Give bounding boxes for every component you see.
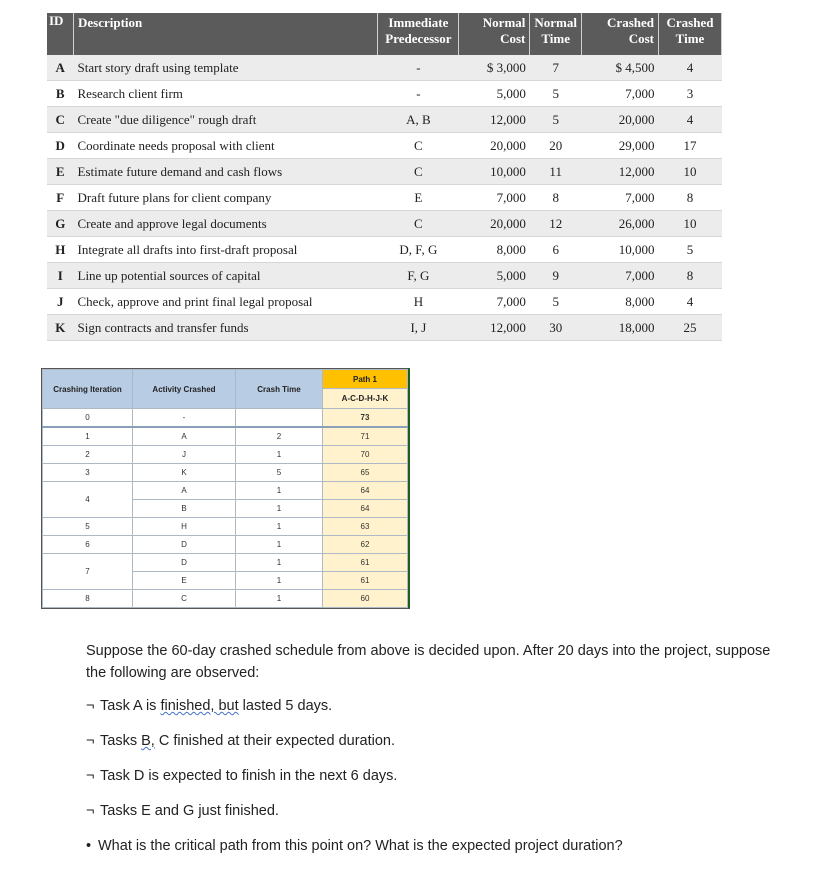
activities-header-row <box>47 13 722 55</box>
activity-id-cell: A <box>47 55 74 81</box>
header-crashed-time-line1: Crashed <box>666 15 714 30</box>
activity-normal-cost-cell: 12,000 <box>459 315 530 341</box>
activity-crashed-time-cell: 10 <box>659 159 722 185</box>
activity-normal-cost-cell: 8,000 <box>459 237 530 263</box>
activity-crashed-cell: A <box>133 482 236 500</box>
activity-predecessor-cell: I, J <box>378 315 459 341</box>
activity-crashed-cost-cell: 10,000 <box>582 237 659 263</box>
activity-row <box>47 237 722 263</box>
activity-normal-time-cell: 6 <box>530 237 582 263</box>
activity-description-cell: Estimate future demand and cash flows <box>74 159 378 185</box>
activity-normal-time-cell: 5 <box>530 289 582 315</box>
activity-description-cell: Sign contracts and transfer funds <box>74 315 378 341</box>
activity-id-cell: H <box>47 237 74 263</box>
activity-crashed-cost-cell: 12,000 <box>582 159 659 185</box>
activity-predecessor-cell: - <box>378 55 459 81</box>
crash-time-cell: 5 <box>236 464 323 482</box>
activity-row <box>47 107 722 133</box>
activity-normal-time-cell: 5 <box>530 81 582 107</box>
path-total-cell: 62 <box>323 536 408 554</box>
activity-row <box>47 55 722 81</box>
crash-time-cell: 1 <box>236 446 323 464</box>
activity-id-cell: E <box>47 159 74 185</box>
activity-normal-cost-cell: 12,000 <box>459 107 530 133</box>
crash-time-cell: 1 <box>236 518 323 536</box>
path-total-cell: 63 <box>323 518 408 536</box>
activity-predecessor-cell: H <box>378 289 459 315</box>
activity-row <box>47 315 722 341</box>
activity-id-cell: B <box>47 81 74 107</box>
activity-predecessor-cell: D, F, G <box>378 237 459 263</box>
iteration-cell: 4 <box>43 482 133 518</box>
path-total-cell: 71 <box>323 427 408 446</box>
header-normal-time-line2: Time <box>541 31 571 46</box>
iteration-cell: 6 <box>43 536 133 554</box>
activity-crashed-cost-cell: 7,000 <box>582 263 659 289</box>
header-path-name: A-C-D-H-J-K <box>323 389 408 409</box>
activity-crashed-time-cell: 5 <box>659 237 722 263</box>
crash-time-cell: 1 <box>236 500 323 518</box>
activity-crashed-time-cell: 8 <box>659 185 722 211</box>
activity-normal-time-cell: 7 <box>530 55 582 81</box>
activity-crashed-cell: K <box>133 464 236 482</box>
crash-time-cell: 1 <box>236 482 323 500</box>
activity-crashed-cost-cell: 8,000 <box>582 289 659 315</box>
path-total-cell: 60 <box>323 590 408 608</box>
observation-3 <box>86 767 786 802</box>
header-crash-time: Crash Time <box>236 370 323 409</box>
observation-2-post: C finished at their expected duration. <box>154 733 395 749</box>
activity-crashed-cell: D <box>133 536 236 554</box>
activity-crashed-cell: B <box>133 500 236 518</box>
activity-predecessor-cell: F, G <box>378 263 459 289</box>
activity-crashed-cell: - <box>133 409 236 428</box>
header-crashed-cost-line1: Crashed <box>607 15 654 30</box>
header-predecessor-line1: Immediate <box>388 15 449 30</box>
crash-time-cell: 1 <box>236 590 323 608</box>
header-crashed-cost <box>582 13 659 55</box>
crashing-row <box>43 427 408 446</box>
activity-description-cell: Create "due diligence" rough draft <box>74 107 378 133</box>
header-normal-cost <box>459 13 530 55</box>
activity-normal-cost-cell: 20,000 <box>459 133 530 159</box>
activity-predecessor-cell: E <box>378 185 459 211</box>
activity-normal-cost-cell: 10,000 <box>459 159 530 185</box>
activity-row <box>47 133 722 159</box>
header-normal-cost-line1: Normal <box>482 15 526 30</box>
observation-1-underlined: finished, but <box>160 698 239 714</box>
activity-crashed-time-cell: 3 <box>659 81 722 107</box>
question-line <box>86 837 786 872</box>
activities-table <box>47 13 722 341</box>
path-total-cell: 64 <box>323 500 408 518</box>
activity-id-cell: K <box>47 315 74 341</box>
activity-predecessor-cell: C <box>378 159 459 185</box>
header-path-1: Path 1 <box>323 370 408 389</box>
activity-crashed-cell: A <box>133 427 236 446</box>
path-total-cell: 70 <box>323 446 408 464</box>
activity-normal-time-cell: 20 <box>530 133 582 159</box>
header-predecessor <box>378 13 459 55</box>
activities-table-body <box>47 55 722 341</box>
activity-description-cell: Check, approve and print final legal proposal <box>74 289 378 315</box>
header-crashing-iteration: Crashing Iteration <box>43 370 133 409</box>
activity-crashed-cost-cell: 18,000 <box>582 315 659 341</box>
activity-id-cell: D <box>47 133 74 159</box>
activity-crashed-time-cell: 4 <box>659 107 722 133</box>
activity-description-cell: Integrate all drafts into first-draft proposal <box>74 237 378 263</box>
activity-id-cell: G <box>47 211 74 237</box>
crash-time-cell <box>236 409 323 428</box>
activity-description-cell: Research client firm <box>74 81 378 107</box>
activity-id-cell: I <box>47 263 74 289</box>
bullet-mark: ¬ <box>86 733 95 749</box>
observation-1-pre: Task A is <box>100 698 161 714</box>
activity-crashed-cell: D <box>133 554 236 572</box>
observation-1 <box>86 697 786 732</box>
observation-4-text: Tasks E and G just finished. <box>100 803 279 819</box>
activity-crashed-cost-cell: 26,000 <box>582 211 659 237</box>
activity-crashed-cost-cell: 20,000 <box>582 107 659 133</box>
header-crashed-time <box>659 13 722 55</box>
activity-normal-cost-cell: 7,000 <box>459 289 530 315</box>
bullet-mark: ¬ <box>86 803 95 819</box>
question-text: What is the critical path from this point on? What is the expected project duration? <box>98 838 623 854</box>
activity-description-cell: Draft future plans for client company <box>74 185 378 211</box>
bullet-dot-icon: • <box>86 838 92 854</box>
observation-2-underlined: B, <box>141 733 155 749</box>
crashing-row <box>43 409 408 428</box>
crashing-row <box>43 590 408 608</box>
crashing-row <box>43 446 408 464</box>
path-total-cell: 73 <box>323 409 408 428</box>
activity-row <box>47 289 722 315</box>
activity-id-cell: J <box>47 289 74 315</box>
header-predecessor-line2: Predecessor <box>385 31 452 46</box>
crashing-row <box>43 554 408 572</box>
header-id: ID <box>47 13 74 55</box>
header-crashed-time-line2: Time <box>675 31 705 46</box>
activity-crashed-cell: C <box>133 590 236 608</box>
activity-crashed-cell: H <box>133 518 236 536</box>
activity-crashed-cost-cell: 7,000 <box>582 185 659 211</box>
activity-description-cell: Start story draft using template <box>74 55 378 81</box>
crashing-table-body <box>43 409 408 608</box>
header-normal-cost-line2: Cost <box>500 31 526 46</box>
crashing-row <box>43 536 408 554</box>
activity-crashed-cell: E <box>133 572 236 590</box>
iteration-cell: 0 <box>43 409 133 428</box>
activity-predecessor-cell: A, B <box>378 107 459 133</box>
crashing-row <box>43 464 408 482</box>
crashing-table <box>42 369 408 608</box>
activity-row <box>47 211 722 237</box>
activity-normal-cost-cell: 5,000 <box>459 81 530 107</box>
header-normal-time <box>530 13 582 55</box>
activity-row <box>47 159 722 185</box>
activity-description-cell: Line up potential sources of capital <box>74 263 378 289</box>
path-total-cell: 61 <box>323 572 408 590</box>
activity-normal-time-cell: 30 <box>530 315 582 341</box>
iteration-cell: 8 <box>43 590 133 608</box>
activity-row <box>47 263 722 289</box>
activity-description-cell: Coordinate needs proposal with client <box>74 133 378 159</box>
observation-1-post: lasted 5 days. <box>238 698 333 714</box>
activity-crashed-cell: J <box>133 446 236 464</box>
iteration-cell: 1 <box>43 427 133 446</box>
observation-2 <box>86 732 786 767</box>
activity-normal-time-cell: 12 <box>530 211 582 237</box>
iteration-cell: 3 <box>43 464 133 482</box>
activity-crashed-cost-cell: $ 4,500 <box>582 55 659 81</box>
path-total-cell: 65 <box>323 464 408 482</box>
activity-normal-cost-cell: 5,000 <box>459 263 530 289</box>
iteration-cell: 5 <box>43 518 133 536</box>
activity-crashed-time-cell: 17 <box>659 133 722 159</box>
crash-time-cell: 1 <box>236 572 323 590</box>
activity-normal-cost-cell: 7,000 <box>459 185 530 211</box>
activity-description-cell: Create and approve legal documents <box>74 211 378 237</box>
activity-crashed-time-cell: 25 <box>659 315 722 341</box>
bullet-mark: ¬ <box>86 698 95 714</box>
activity-predecessor-cell: C <box>378 133 459 159</box>
activity-normal-time-cell: 11 <box>530 159 582 185</box>
activity-id-cell: C <box>47 107 74 133</box>
intro-paragraph: Suppose the 60-day crashed schedule from above is decided upon. After 20 days into the project, suppose the following are observed: <box>86 643 771 681</box>
activity-row <box>47 185 722 211</box>
activity-normal-cost-cell: $ 3,000 <box>459 55 530 81</box>
activity-normal-time-cell: 8 <box>530 185 582 211</box>
activity-crashed-time-cell: 8 <box>659 263 722 289</box>
activity-normal-time-cell: 9 <box>530 263 582 289</box>
header-description: Description <box>74 13 378 55</box>
iteration-cell: 2 <box>43 446 133 464</box>
header-activity-crashed: Activity Crashed <box>133 370 236 409</box>
observation-2-pre: Tasks <box>100 733 142 749</box>
activity-crashed-time-cell: 4 <box>659 55 722 81</box>
activity-normal-cost-cell: 20,000 <box>459 211 530 237</box>
crashing-header-row-1 <box>43 370 408 389</box>
activity-normal-time-cell: 5 <box>530 107 582 133</box>
activity-row <box>47 81 722 107</box>
crash-time-cell: 1 <box>236 536 323 554</box>
activity-crashed-time-cell: 10 <box>659 211 722 237</box>
observation-3-text: Task D is expected to finish in the next 6 days. <box>100 768 398 784</box>
bullet-mark: ¬ <box>86 768 95 784</box>
activity-id-cell: F <box>47 185 74 211</box>
activity-predecessor-cell: C <box>378 211 459 237</box>
path-total-cell: 61 <box>323 554 408 572</box>
header-crashed-cost-line2: Cost <box>628 31 654 46</box>
iteration-cell: 7 <box>43 554 133 590</box>
question-text-block <box>86 640 786 872</box>
activity-crashed-cost-cell: 7,000 <box>582 81 659 107</box>
header-normal-time-line1: Normal <box>534 15 577 30</box>
path-total-cell: 64 <box>323 482 408 500</box>
observation-4 <box>86 802 786 837</box>
activity-crashed-cost-cell: 29,000 <box>582 133 659 159</box>
crashing-table-frame <box>41 368 410 609</box>
crashing-row <box>43 518 408 536</box>
activity-predecessor-cell: - <box>378 81 459 107</box>
crash-time-cell: 1 <box>236 554 323 572</box>
activity-crashed-time-cell: 4 <box>659 289 722 315</box>
crashing-row <box>43 482 408 500</box>
crash-time-cell: 2 <box>236 427 323 446</box>
